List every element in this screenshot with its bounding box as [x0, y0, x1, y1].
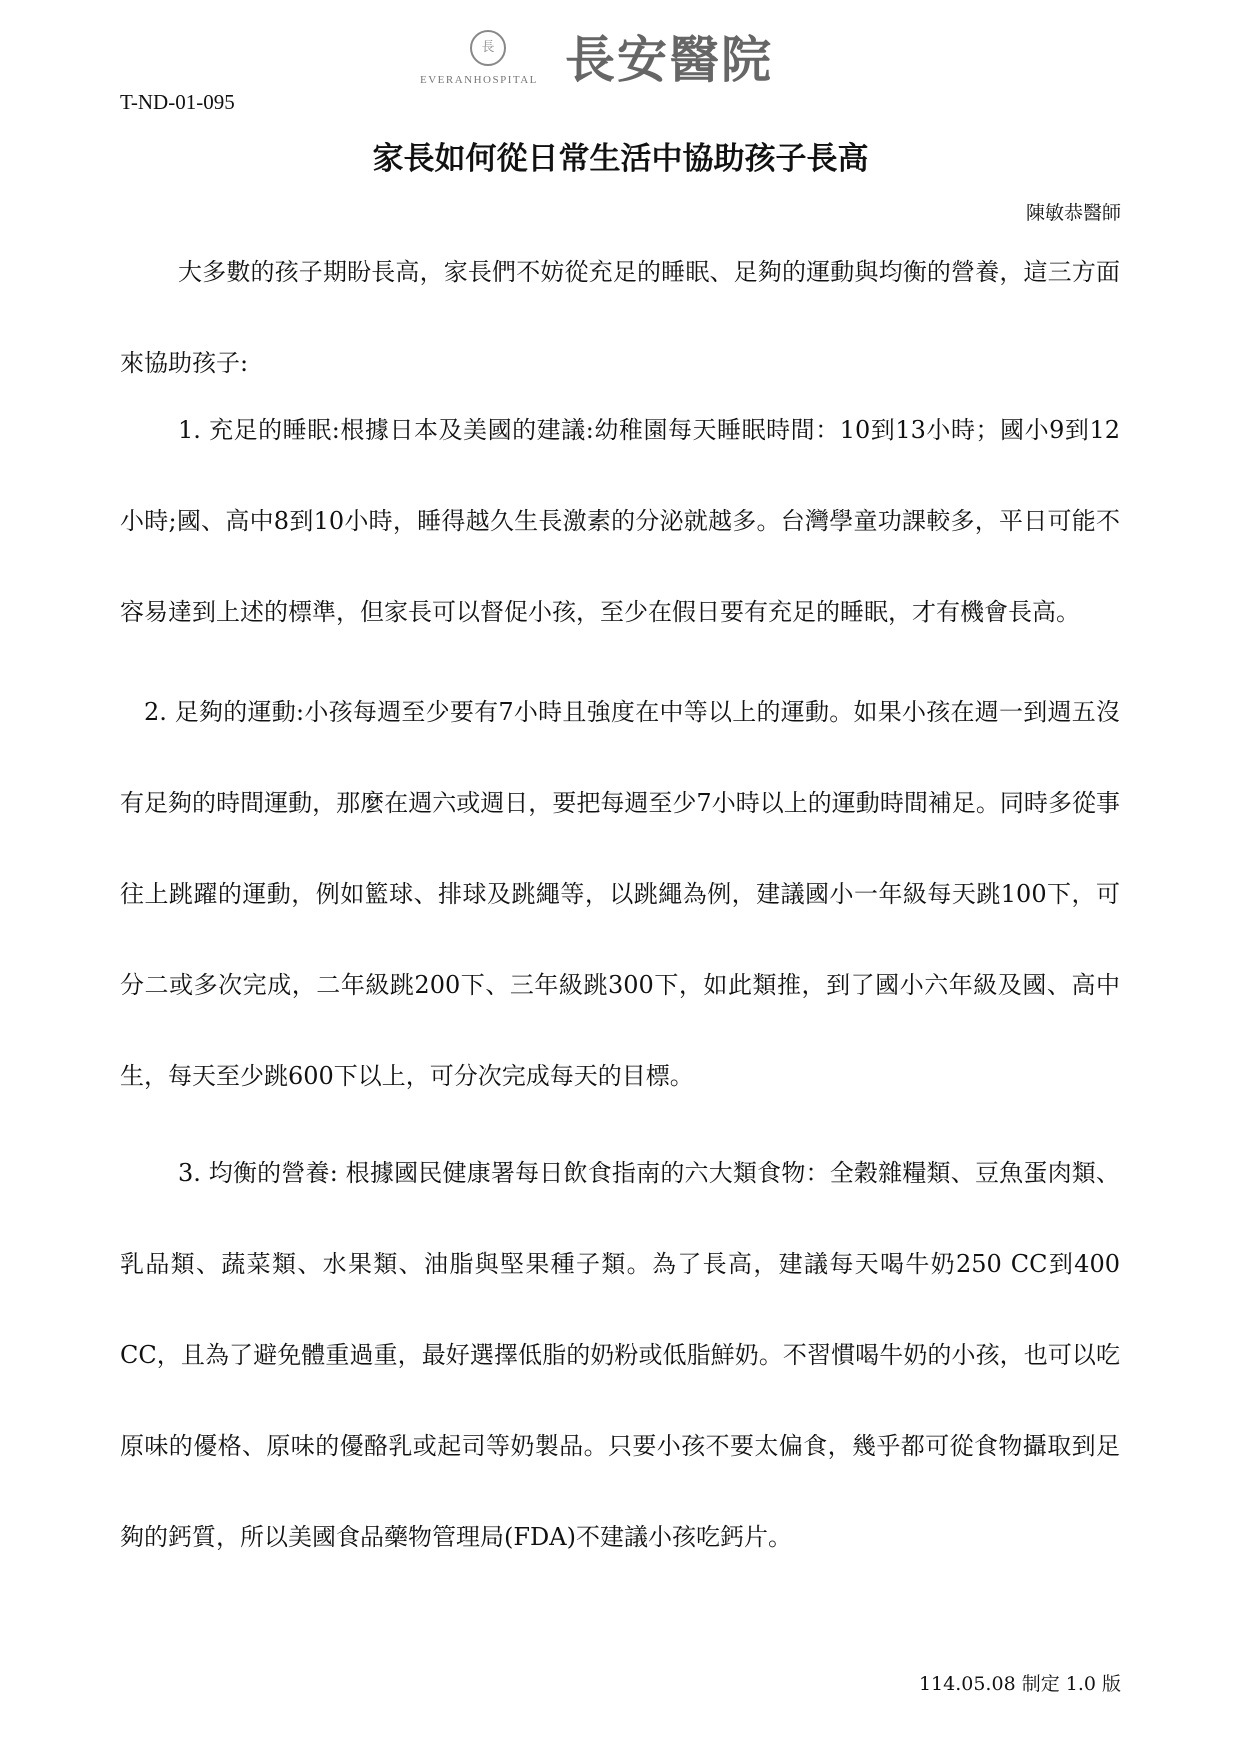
author: 陳敏恭醫師 — [1025, 202, 1121, 224]
exercise-paragraph: 2. 足夠的運動:小孩每週至少要有7小時且強度在中等以上的運動。如果小孩在週一到週五沒有足夠的時間運動，那麼在週六或週日，要把每週至少7小時以上的運動時間補足。同時多從事往上跳躍的運動，例如籃球、排球及跳繩等，以跳繩為例，建議國小一年級每天跳100下，可分二或多次完成，二年級跳200下、三年級跳300下，如此類推，到了國小六年級及國、高中生，每天至少跳600下以上，可分次完成每天的目標。 — [120, 698, 1120, 1090]
intro-paragraph: 大多數的孩子期盼長高，家長們不妨從充足的睡眠、足夠的運動與均衡的營養，這三方面來協助孩子: — [120, 258, 1120, 377]
logo-chinese-name: 長安醫院 — [565, 31, 773, 89]
logo-emblem-icon: 長 — [470, 30, 506, 66]
nutrition-paragraph: 3. 均衡的營養: 根據國民健康署每日飲食指南的六大類食物：全穀雜糧類、豆魚蛋肉類、乳品類、蔬菜類、水果類、油脂與堅果種子類。為了長高，建議每天喝牛奶250 CC到400 CC，且為了避免體重過重，最好選擇低脂的奶粉或低脂鮮奶。不習慣喝牛奶的小孩，也可以吃原味的優格、原味的優酪乳或起司等奶製品。只要小孩不要太偏食，幾乎都可從食物攝取到足夠的鈣質，所以美國食品藥物管理局(FDA)不建議小孩吃鈣片。 — [120, 1159, 1120, 1551]
logo-english-name: EVERANHOSPITAL — [420, 74, 538, 86]
version-footer: 114.05.08 制定 1.0 版 — [918, 1673, 1121, 1695]
sleep-paragraph: 1. 充足的睡眠:根據日本及美國的建議:幼稚園每天睡眠時間：10到13小時；國小9到12小時;國、高中8到10小時，睡得越久生長激素的分泌就越多。台灣學童功課較多，平日可能不容易達到上述的標準，但家長可以督促小孩，至少在假日要有充足的睡眠，才有機會長高。 — [120, 416, 1120, 626]
document-code: T-ND-01-095 — [120, 90, 235, 114]
document-title: 家長如何從日常生活中協助孩子長高 — [372, 141, 869, 177]
hospital-logo — [420, 30, 820, 96]
